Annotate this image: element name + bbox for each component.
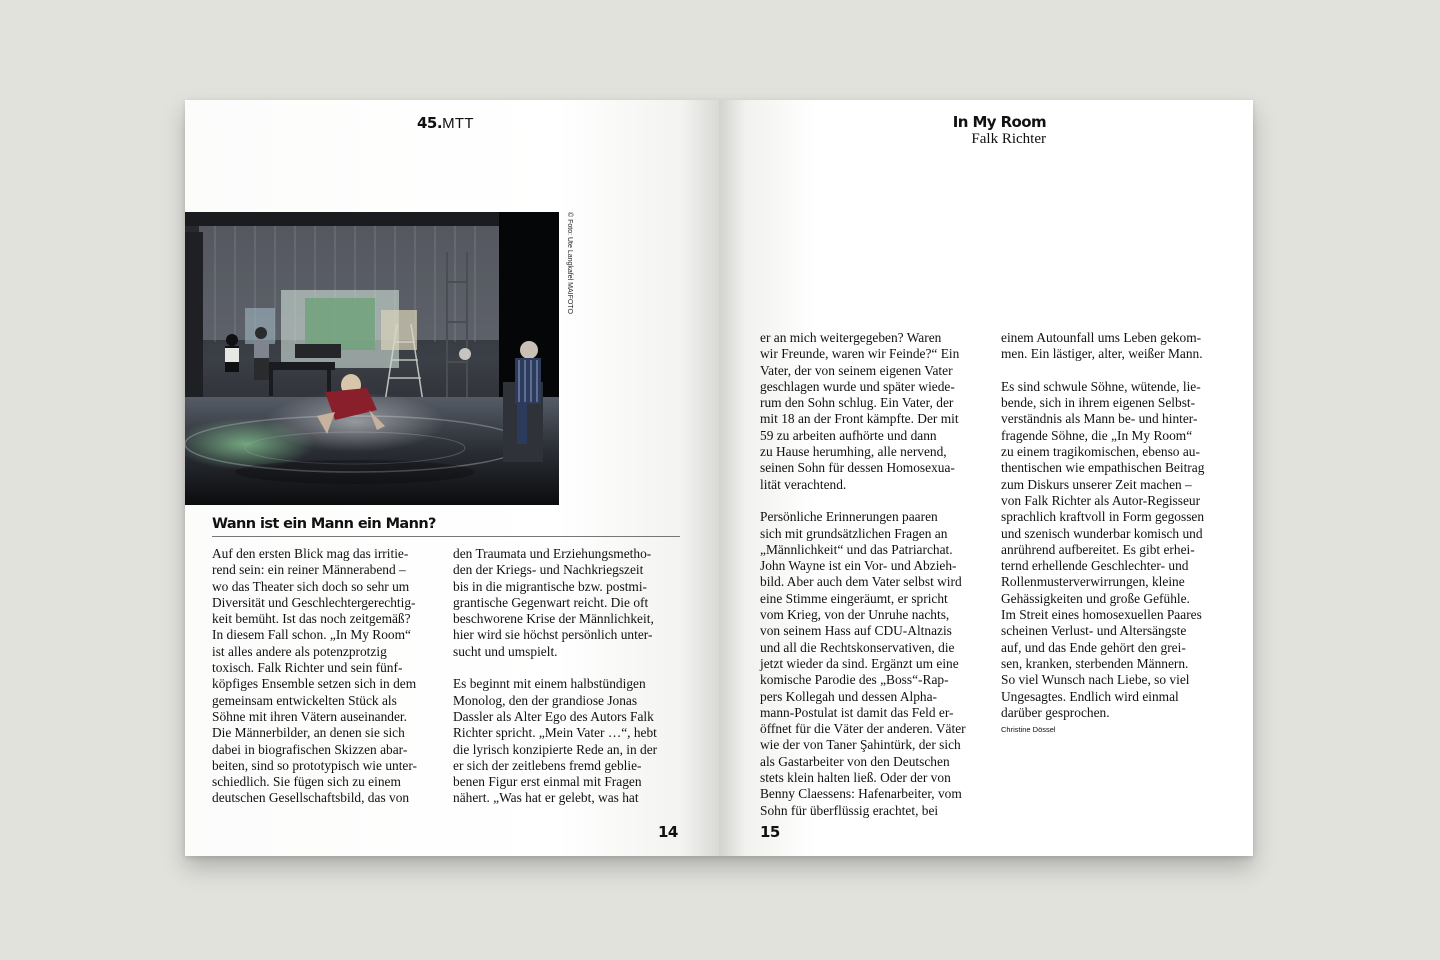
text-line: Auf den ersten Blick mag das irritie- — [212, 546, 409, 561]
paragraph — [453, 676, 657, 806]
play-title: In My Room — [952, 113, 1046, 131]
paragraph — [760, 509, 966, 819]
author-signature: Christine Dössel — [1001, 725, 1056, 735]
text-line: auf, und das Ende gehört den grei- — [1001, 639, 1186, 655]
text-line: scheinen Verlust- und Altersängste — [1001, 623, 1187, 639]
article-headline: Wann ist ein Mann ein Mann? — [212, 516, 436, 532]
text-line: und all die Rechtskonservativen, die — [760, 639, 955, 655]
paragraph-gap — [453, 660, 657, 676]
left-page — [185, 100, 719, 856]
text-line: rum den Sohn schlug. Ein Vater, der — [760, 395, 954, 411]
text-line: nähert. „Was hat er gelebt, was hat — [453, 790, 639, 806]
text-line: toxisch. Falk Richter und sein fünf- — [212, 660, 403, 676]
text-line: ternd erhellende Geschlechter- und — [1001, 558, 1189, 574]
text-line: In diesem Fall schon. „In My Room“ — [212, 627, 411, 643]
text-line: hier wird sie höchst persönlich unter- — [453, 627, 653, 643]
text-line: den der Kriegs- und Nachkriegszeit — [453, 562, 644, 578]
text-line: Vater, der von seinem eigenen Vater — [760, 362, 953, 378]
right-running-head — [953, 113, 1046, 147]
text-line: Dassler als Alter Ego des Autors Falk — [453, 708, 654, 724]
text-line: gemeinsam entwickelten Stück als — [212, 692, 397, 708]
text-line: lität verachtend. — [760, 476, 847, 492]
right-column-1 — [760, 330, 966, 819]
magazine-spread — [185, 100, 1253, 856]
text-line: komische Parodie des „Boss“-Rap- — [760, 672, 949, 688]
text-line: Es sind schwule Söhne, wütende, lie- — [1001, 378, 1201, 394]
text-line: von Falk Richter als Autor-Regisseur — [1001, 492, 1201, 508]
text-line: 59 zu arbeiten aufhörte und dann — [760, 427, 937, 443]
text-line: und szenisch wunderbar komisch und — [1001, 525, 1203, 541]
text-line: einem Autounfall ums Leben gekom- — [1001, 330, 1202, 345]
page-number-right: 15 — [760, 823, 780, 841]
text-line: dabei in biografischen Skizzen abar- — [212, 741, 408, 757]
text-line: Gehässigkeiten und große Gefühle. — [1001, 590, 1190, 606]
photo-credit: © Foto: Ute Langkafel MAIFOTO — [566, 212, 573, 314]
stage-photo — [185, 212, 559, 505]
text-line: seinen Sohn für dessen Homosexua- — [760, 460, 955, 476]
text-line: wir Freunde, waren wir Feinde?“ Ein — [760, 346, 960, 362]
text-line: köpfiges Ensemble setzen sich in dem — [212, 676, 417, 692]
text-line: als Gastarbeiter von den Deutschen — [760, 753, 950, 769]
text-line: zu Hause herumhing, alle nervend, — [760, 444, 947, 460]
paragraph — [760, 330, 966, 493]
issue-number: 45. — [417, 114, 443, 132]
paragraph — [1001, 330, 1204, 363]
text-line: Richter spricht. „Mein Vater …“, hebt — [453, 725, 657, 741]
text-line: wo das Theater sich doch so sehr um — [212, 578, 410, 594]
text-line: darüber gesprochen. — [1001, 704, 1110, 720]
text-line: öffnet für die Väter der anderen. Väter — [760, 721, 966, 737]
text-line: rend sein: ein reiner Männerabend – — [212, 562, 406, 578]
text-line: schiedlich. Sie fügen sich zu einem — [212, 774, 401, 790]
text-line: Es beginnt mit einem halbstündigen — [453, 676, 646, 692]
text-line: den Traumata und Erziehungsmetho- — [453, 546, 652, 561]
paragraph — [212, 546, 417, 807]
text-line: von seinem Hass auf CDU-Altnazis — [760, 623, 952, 639]
text-line: Monolog, den der grandiose Jonas — [453, 692, 638, 708]
text-line: benen Figur erst einmal mit Fragen — [453, 774, 642, 790]
paragraph-gap — [760, 493, 966, 509]
paragraph — [1001, 379, 1204, 721]
text-line: zu einem tragikomischen, ebenso au- — [1001, 444, 1200, 460]
text-line: pers Kollegah und dessen Alpha- — [760, 688, 938, 704]
left-running-head — [417, 114, 474, 133]
right-column-2 — [1001, 330, 1204, 738]
stage-photo-graphic — [185, 212, 559, 505]
text-line: sen, kranken, sterbenden Männern. — [1001, 655, 1189, 671]
paragraph-gap — [1001, 363, 1204, 379]
text-line: sucht und umspielt. — [453, 643, 558, 659]
text-line: bis in die migrantische bzw. postmi- — [453, 578, 648, 594]
text-line: Söhne mit ihren Vätern auseinander. — [212, 708, 407, 724]
text-line: mann-Postulat ist damit das Feld er- — [760, 704, 954, 720]
text-line: Die Männerbilder, an denen sie sich — [212, 725, 405, 741]
text-line: stets klein halten ließ. Oder der von — [760, 770, 951, 786]
headline-rule — [212, 536, 680, 537]
text-line: zum Diskurs unserer Zeit machen – — [1001, 476, 1192, 492]
text-line: Sohn für überflüssig erachtet, bei — [760, 802, 939, 818]
text-line: bende, sich in ihrem eigenen Selbst- — [1001, 395, 1196, 411]
text-line: ist alles andere als potenzprotzig — [212, 643, 387, 659]
text-line: John Wayne ist ein Vor- und Abzieh- — [760, 558, 957, 574]
text-line: er sich der zeitlebens fremd geblie- — [453, 757, 642, 773]
left-column-1 — [212, 546, 417, 807]
magazine-name: MTT — [442, 115, 474, 132]
text-line: thentischen wie empathischen Beitrag — [1001, 460, 1205, 476]
text-line: Diversität und Geschlechtergerechtig- — [212, 594, 416, 610]
text-line: deutschen Gesellschaftsbild, das von — [212, 790, 410, 806]
text-line: geschlagen wurde und später wiede- — [760, 378, 955, 394]
left-column-2 — [453, 546, 657, 807]
text-line: grantische Gegenwart reicht. Die oft — [453, 594, 649, 610]
text-line: wie der von Taner Şahintürk, der sich — [760, 737, 961, 753]
text-line: die lyrisch konzipierte Rede an, in der — [453, 741, 658, 757]
paragraph — [453, 546, 657, 660]
text-line: keit bemüht. Ist das noch zeitgemäß? — [212, 611, 411, 627]
text-line: verständnis als Mann be- und hinter- — [1001, 411, 1198, 427]
text-line: Rollenmusterverwirrungen, kleine — [1001, 574, 1185, 590]
text-line: Persönliche Erinnerungen paaren — [760, 509, 938, 525]
text-line: sprachlich kraftvoll in Form gegossen — [1001, 509, 1205, 525]
text-line: Ungesagtes. Endlich wird einmal — [1001, 688, 1179, 704]
text-line: er an mich weitergegeben? Waren — [760, 330, 942, 345]
right-page — [719, 100, 1253, 856]
text-line: anrührend aufbereitet. Es gibt erhei- — [1001, 541, 1195, 557]
text-line: Im Streit eines homosexuellen Paares — [1001, 607, 1202, 623]
text-line: men. Ein lästiger, alter, weißer Mann. — [1001, 346, 1203, 362]
text-line: vom Krieg, von der Unruhe nachts, — [760, 607, 950, 623]
text-line: eine Stimme eingeräumt, er spricht — [760, 590, 948, 606]
page-number-left: 14 — [658, 823, 678, 841]
text-line: bild. Aber auch dem Vater selbst wird — [760, 574, 962, 590]
text-line: beschworene Krise der Männlichkeit, — [453, 611, 654, 627]
text-line: mit 18 an der Front kämpfte. Der mit — [760, 411, 959, 427]
text-line: fragende Söhne, die „In My Room“ — [1001, 427, 1193, 443]
text-line: beiten, sind so prototypisch wie unter- — [212, 757, 418, 773]
text-line: jetzt wieder da sind. Ergänzt um eine — [760, 655, 959, 671]
text-line: sich mit grundsätzlichen Fragen an — [760, 525, 948, 541]
text-line: So viel Wunsch nach Liebe, so viel — [1001, 672, 1190, 688]
text-line: Benny Claessens: Hafenarbeiter, vom — [760, 786, 962, 802]
text-line: „Männlichkeit“ und das Patriarchat. — [760, 541, 953, 557]
play-author: Falk Richter — [971, 131, 1046, 147]
